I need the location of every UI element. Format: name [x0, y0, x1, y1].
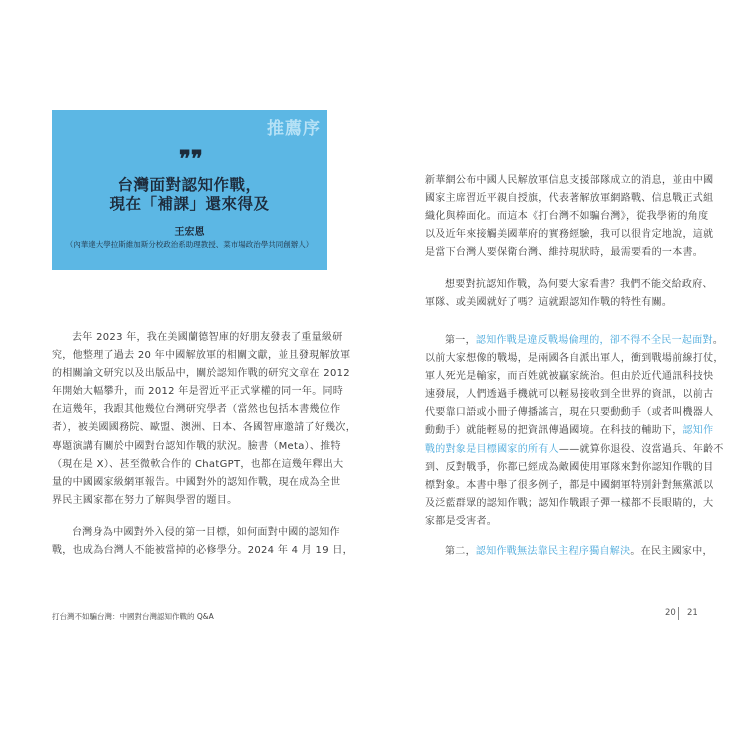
text-line — [425, 543, 713, 561]
text-line: 新華網公布中國人民解放軍信息支援部隊成立的消息，並由中國 — [425, 175, 714, 186]
page-number-right: 21 — [687, 608, 698, 618]
text-line: 量的中國國家級網軍報告。中國對外的認知作戰，現在成為全世 — [52, 476, 341, 488]
text-line — [425, 332, 724, 350]
text-line: 代要靠口語或小冊子傳播謠言，現在只要動動手（或者叫機器人 — [425, 407, 714, 419]
text-line: 國家主席習近平親自授旗，代表著解放軍網路戰、信息戰正式組 — [425, 193, 714, 205]
quote-mark-icon: ❞❞ — [179, 146, 203, 172]
text-line: 究，他整理了過去 20 年中國解放軍的相關文獻，並且發現解放軍 — [52, 350, 351, 362]
text-segment: ——就算你退役、沒當過兵、年齡不 — [558, 443, 724, 455]
left-paragraph-2 — [52, 524, 353, 560]
text-line: 戰，也成為台灣人不能被當掉的必修學分。2024 年 4 月 19 日， — [52, 545, 353, 557]
text-line: 界民主國家都在努力了解與學習的題目。 — [52, 494, 238, 506]
foreword-affiliation: （內華達大學拉斯維加斯分校政治系助理教授、菜市場政治學共同創辦人） — [65, 240, 314, 249]
text-line: 軍隊、或美國就好了嗎？這就跟認知作戰的特性有關。 — [425, 297, 673, 309]
text-line: 以前大家想像的戰場，是兩國各自派出軍人，衝到戰場前線打仗， — [425, 353, 724, 365]
text-line: 標對象。本書中舉了很多例子，都是中國網軍特別針對無黨派以 — [425, 479, 714, 491]
text-line — [425, 422, 724, 440]
foreword-author: 王宏恩 — [174, 227, 205, 238]
right-paragraph-3 — [425, 332, 724, 531]
highlight-tail: 認知作 — [682, 425, 714, 437]
text-line: 家都是受害者。 — [425, 515, 498, 527]
text-line: 及泛藍群眾的認知作戰；認知作戰跟子彈一樣都不長眼睛的，大 — [425, 497, 714, 509]
text-line: 年開始大幅攀升，而 2012 年是習近平正式掌權的同一年。同時 — [52, 386, 344, 398]
text-segment: 動動手）就能輕易的把資訊傳過國境。在科技的輔助下， — [425, 425, 683, 437]
text-line: 的相關論文研究以及出版品中，關於認知作戰的研究文章在 2012 — [52, 368, 350, 380]
text-line: 台灣身為中國對外入侵的第一目標，如何面對中國的認知作 — [72, 527, 340, 538]
text-line: （現在是 X）、甚至微軟合作的 ChatGPT，也都在這幾年釋出大 — [52, 458, 344, 470]
text-line: 織化與棒面化。而這本《打台灣不如騙台灣》，從我學術的角度 — [425, 211, 709, 223]
text-line: 在這幾年，我跟其他幾位台灣研究學者（當然也包括本書幾位作 — [52, 404, 341, 416]
point-suffix: 。 — [712, 335, 724, 346]
running-footer: 打台灣不如騙台灣：中國對台灣認知作戰的 Q&A — [52, 612, 214, 621]
highlight-point-one: 認知作戰是違反戰場倫理的，卻不得不全民一起面對 — [475, 335, 713, 346]
text-line: 軍人死光是輸家，而百姓就被贏家統治。但由於近代通訊科技快 — [425, 371, 714, 383]
page-number-divider — [678, 607, 679, 620]
left-paragraph-1 — [52, 329, 356, 510]
page-number-left: 20 — [665, 608, 676, 618]
text-line: 者），被美國國務院、歐盟、澳洲、日本、各國智庫邀請了好幾次， — [52, 422, 356, 434]
highlight-point-two: 認知作戰無法靠民主程序獨自解決 — [475, 546, 631, 557]
text-line — [425, 441, 724, 459]
right-paragraph-1 — [425, 172, 713, 262]
text-line: 專題演講有關於中國對台認知作戰的狀況。臉書（Meta）、推特 — [52, 440, 341, 452]
text-line: 以及近年來接觸美國華府的實務經驗，我可以很肯定地說，這就 — [425, 229, 714, 241]
highlight-head: 戰的對象是目標國家的所有人 — [425, 443, 559, 455]
right-paragraph-2 — [425, 276, 713, 312]
text-line: 想要對抗認知作戰，為何要大家看書？我們不能交給政府、 — [445, 279, 713, 290]
point-prefix: 第二， — [445, 546, 476, 557]
text-line: 是當下台灣人要保衛台灣、維持現狀時，最需要看的一本書。 — [425, 247, 704, 259]
foreword-title-line-1: 台灣面對認知作戰， — [117, 176, 262, 194]
text-line: 到、反對戰爭，你都已經成為敵國使用軍隊來對你認知作戰的目 — [425, 461, 714, 473]
foreword-title-line-2: 現在「補課」還來得及 — [109, 195, 270, 213]
point-prefix: 第一， — [445, 335, 476, 346]
text-line: 去年 2023 年，我在美國蘭德智庫的好朋友發表了重量級研 — [72, 332, 343, 343]
right-paragraph-4 — [425, 543, 713, 561]
text-line: 速發展，人們透過手機就可以輕易接收到全世界的資訊，以前古 — [425, 389, 714, 401]
foreword-tag: 推薦序 — [267, 119, 321, 139]
point-suffix: 。在民主國家中， — [630, 546, 713, 557]
